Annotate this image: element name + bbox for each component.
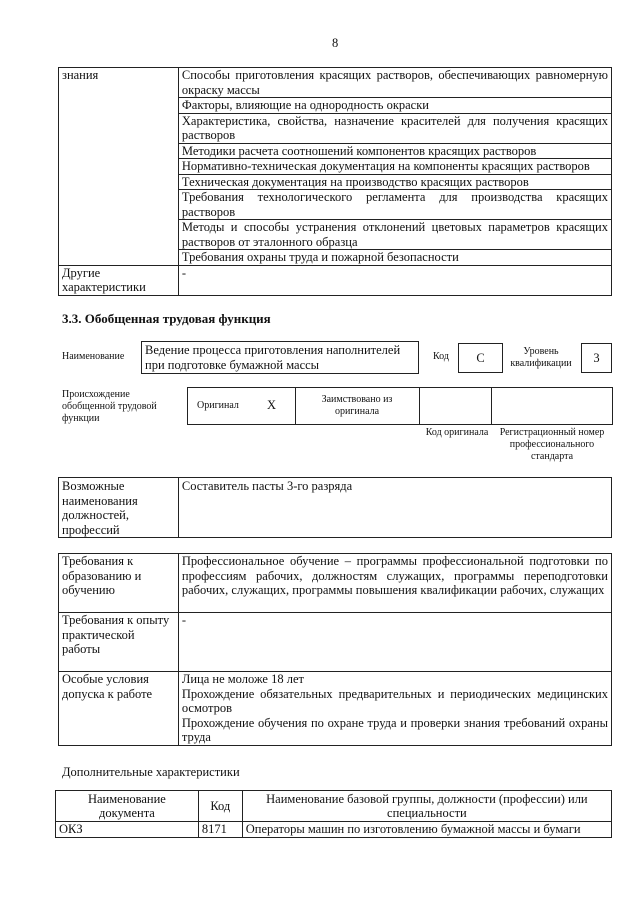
knowledge-item: Нормативно-техническая документация на компоненты красящих растворов [178, 159, 611, 175]
positions-label: Возможные наименования должностей, профессий [59, 478, 179, 538]
requirements-table [58, 553, 612, 746]
knowledge-item: Техническая документация на производство красящих растворов [178, 174, 611, 190]
admission-line: Лица не моложе 18 лет [181, 672, 304, 686]
positions-table [58, 477, 612, 538]
row-group: Операторы машин по изготовлению бумажной массы и бумаги [242, 822, 611, 838]
knowledge-item: Факторы, влияющие на однородность окраски [178, 98, 611, 114]
additional-title: Дополнительные характеристики [62, 765, 240, 779]
knowledge-item: Методы и способы устранения отклонений цветовых параметров красящих растворов от эталонного образца [178, 220, 611, 250]
function-name-value: Ведение процесса приготовления наполнителей при подготовке бумажной массы [141, 341, 419, 374]
row-code: 8171 [198, 822, 242, 838]
origin-label: Происхождение обобщенной трудовой функции [62, 389, 157, 424]
borrowed-label: Заимствовано из оригинала [321, 394, 393, 417]
reg-number-caption: Регистрационный номер профессионального стандарта [499, 427, 605, 462]
additional-table [55, 790, 612, 838]
code-label: Код [433, 351, 449, 362]
admission-line: Прохождение обучения по охране труда и проверки знания требований охраны труда [181, 715, 608, 744]
section-title: 3.3. Обобщенная трудовая функция [62, 311, 271, 326]
header-code: Код [198, 791, 242, 822]
positions-value: Составитель пасты 3-го разряда [178, 478, 611, 538]
admission-label: Особые условия допуска к работе [59, 672, 179, 746]
other-characteristics-value: - [178, 265, 611, 295]
header-group: Наименование базовой группы, должности (профессии) или специальности [242, 791, 611, 822]
level-value: 3 [581, 343, 612, 373]
education-label: Требования к образованию и обучению [59, 554, 179, 613]
knowledge-item: Методики расчета соотношений компонентов красящих растворов [178, 143, 611, 159]
knowledge-item: Требования охраны труда и пожарной безопасности [178, 250, 611, 266]
admission-line: Прохождение обязательных предварительных и периодических медицинских осмотров [181, 686, 608, 715]
knowledge-label: знания [59, 68, 179, 266]
name-label: Наименование [62, 351, 125, 362]
experience-label: Требования к опыту практической работы [59, 613, 179, 672]
original-mark: X [267, 398, 277, 412]
experience-value: - [178, 613, 611, 672]
original-label: Оригинал [197, 400, 239, 411]
header-document: Наименование документа [56, 791, 199, 822]
row-document: ОКЗ [56, 822, 199, 838]
level-label: Уровень квалификации [510, 346, 572, 369]
page-number: 8 [332, 36, 339, 50]
knowledge-item: Требования технологического регламента для производства красящих растворов [178, 190, 611, 220]
admission-value [178, 672, 611, 746]
table-row [56, 822, 612, 838]
code-original-caption: Код оригинала [425, 427, 489, 438]
knowledge-table [58, 67, 612, 296]
other-characteristics-label: Другие характеристики [59, 265, 179, 295]
knowledge-item: Способы приготовления красящих растворов, обеспечивающих равномерную окраску массы [178, 68, 611, 98]
function-code-value: C [458, 343, 503, 373]
education-value: Профессиональное обучение – программы профессиональной подготовки по профессиям рабочих, должностям служащих, программы переподготовки рабочих, служащих, программы повышения квалификации рабочих, служащих [178, 554, 611, 613]
knowledge-item: Характеристика, свойства, назначение красителей для получения красящих растворов [178, 113, 611, 143]
